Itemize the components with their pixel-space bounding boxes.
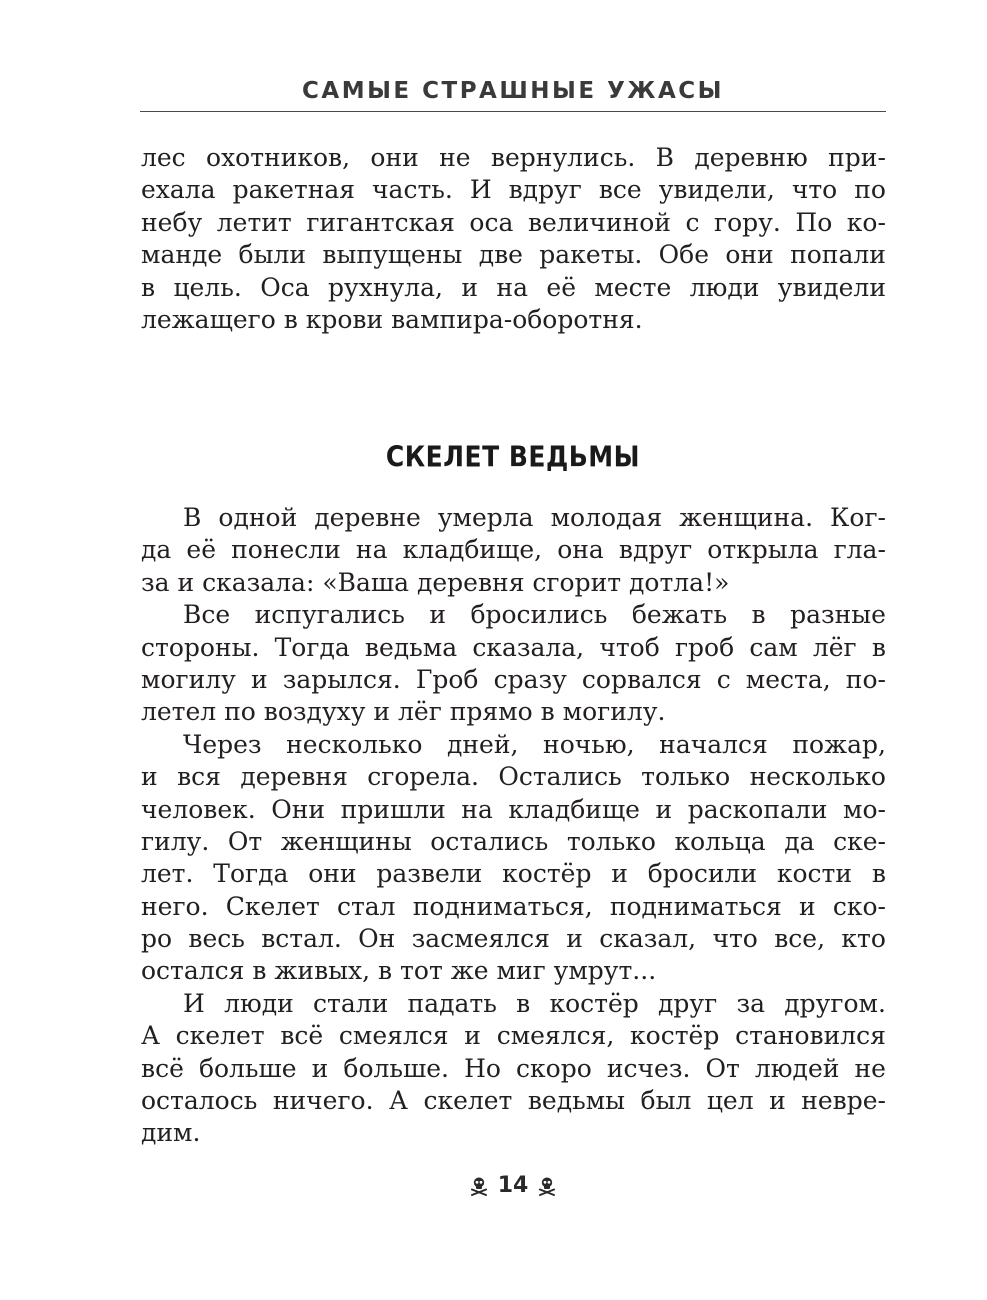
text-line: в цель. Оса рухнула, и на её месте люди увидели [141,272,886,302]
text-line: ехала ракетная часть. И вдруг все увидели, что по [141,175,886,205]
paragraph [141,729,886,988]
paragraph [141,599,886,729]
text-line: летел по воздуху и лёг прямо в могилу. [141,697,666,727]
story-text [141,502,886,1150]
text-line: ро весь встал. Он засмеялся и сказал, что все, кто [141,924,886,954]
skull-crossbones-icon [470,1176,488,1196]
text-line: Через несколько дней, ночью, начался пожар, [183,729,886,759]
text-line: и вся деревня сгорела. Остались только несколько [141,762,886,792]
page-number: 14 [497,1173,529,1198]
text-line: стороны. Тогда ведьма сказала, чтоб гроб сам лёг в [141,632,886,662]
text-line: дим. [141,1118,201,1148]
text-line: В одной деревне умерла молодая женщина. Ког- [183,503,886,532]
text-line: всё больше и больше. Но скоро исчез. От людей не [141,1053,886,1083]
text-line: Все испугались и бросились бежать в разные [183,600,886,630]
text-line: за и сказала: «Ваша деревня сгорит дотла!» [141,567,730,597]
header-rule [140,111,886,112]
text-line: небу летит гигантская оса величиной с гору. По ко- [141,207,886,237]
text-line: А скелет всё смеялся и смеялся, костёр становился [141,1021,886,1051]
text-line: лежащего в крови вампира-оборотня. [141,304,643,334]
running-head: САМЫЕ СТРАШНЫЕ УЖАСЫ [302,78,724,104]
paragraph [141,142,886,336]
chapter-title: СКЕЛЕТ ВЕДЬМЫ [385,439,641,474]
text-line: лес охотников, они не вернулись. В деревню при- [141,143,886,172]
text-line: него. Скелет стал подниматься, подниматься и ско- [141,891,886,921]
text-line: да её понесли на кладбище, она вдруг открыла гла- [141,535,886,565]
text-line: лет. Тогда они развели костёр и бросили кости в [141,859,886,889]
paragraph [141,502,886,599]
text-line: манде были выпущены две ракеты. Обе они попали [141,240,886,270]
text-line: осталось ничего. А скелет ведьмы был цел и невре- [141,1086,886,1116]
text-line: человек. Они пришли на кладбище и раскопали мо- [141,794,886,824]
paragraph [141,988,886,1150]
intro-paragraph [141,142,886,336]
text-line: И люди стали падать в костёр друг за другом. [183,988,886,1018]
text-line: гилу. От женщины остались только кольца да ске- [141,826,886,856]
page-folio [140,1173,886,1198]
text-line: остался в живых, в тот же миг умрут... [141,956,657,986]
text-line: могилу и зарылся. Гроб сразу сорвался с места, по- [141,664,886,694]
skull-crossbones-icon [538,1176,556,1196]
